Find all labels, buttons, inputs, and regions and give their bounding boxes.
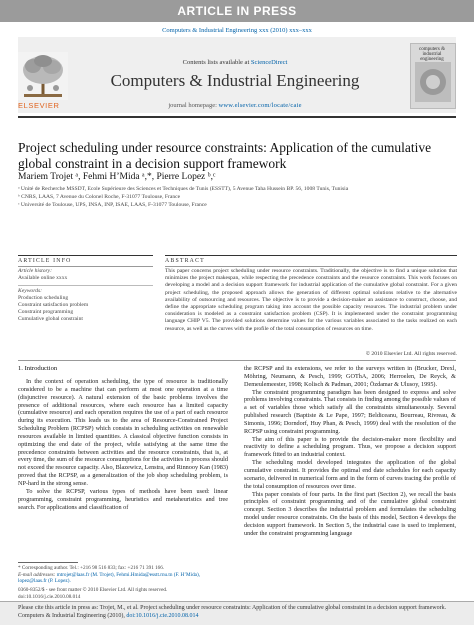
footnote-rule: [18, 562, 78, 563]
sciencedirect-link[interactable]: ScienceDirect: [250, 59, 288, 66]
keyword-item: Constraint programming: [18, 309, 74, 315]
doi-link[interactable]: doi:10.1016/j.cie.2010.08.014: [18, 593, 81, 600]
body-paragraph: This paper consists of four parts. In the first part (Section 2), we recall the basis principles of constraint programming and of the cumulative global constraint concept. Section 3 describes the industrial problem and formulates the scheduling model under resource constraints. On the basis of this model, Section 4 develops the decision support framework. In Section 5, the industrial case is used to implement, under the constraint programming language: [244, 490, 456, 537]
issn-line: 0360-8352/$ - see front matter © 2010 Elsevier Ltd. All rights reserved.: [18, 587, 168, 593]
keywords-rule: [18, 285, 153, 286]
homepage-link[interactable]: www.elsevier.com/locate/caie: [218, 102, 302, 109]
journal-title: Computers & Industrial Engineering: [110, 71, 360, 90]
body-right-column: [244, 365, 456, 538]
abstract-bottom-rule: [18, 360, 456, 361]
contents-prefix: Contents lists available at: [182, 59, 251, 66]
email-label: E-mail addresses:: [18, 571, 57, 578]
info-rule-top: [18, 255, 153, 256]
homepage-prefix: journal homepage:: [168, 102, 219, 109]
abstract-rule: [165, 266, 457, 267]
issn-block: [18, 587, 228, 600]
elsevier-tree-logo-icon: [18, 52, 68, 100]
corresponding-author-note: * Corresponding author. Tel.: +216 98 516 833; fax: +216 71 391 166.: [18, 565, 165, 571]
info-rule: [18, 266, 153, 267]
email-links[interactable]: mtrojet@laas.fr (M. Trojet), Fehmi.Hmida@esstt.rnu.tn (F. H’Mida),: [56, 571, 200, 578]
journal-reference[interactable]: Computers & Industrial Engineering xxx (2010) xxx–xxx: [162, 27, 312, 34]
section-heading-introduction: 1. Introduction: [18, 365, 58, 372]
abstract-copyright: © 2010 Elsevier Ltd. All rights reserved.: [365, 351, 457, 357]
journal-homepage: [80, 102, 390, 109]
affiliation-b: ᵇ CNRS, LAAS, 7 Avenue du Colonel Roche, F-31077 Toulouse, France: [18, 194, 181, 200]
body-left-column: [18, 378, 228, 511]
masthead-rule: [18, 116, 456, 118]
keywords-label: Keywords:: [18, 288, 43, 294]
abstract-heading: ABSTRACT: [165, 258, 205, 264]
citation-text: Please cite this article in press as: Trojet, M., et al. Project scheduling under resource constraints: Application of the cumulative global constraint in a decision support framework. Computers & Industrial Engineering (2010),: [18, 605, 447, 619]
footnotes: [18, 565, 228, 585]
article-in-press-banner: ARTICLE IN PRESS: [0, 0, 474, 22]
abstract-rule-top: [165, 255, 457, 256]
body-paragraph: The constraint programming paradigm has been designed to express and solve problems involving constraints. That consists in finding among the possible values of a set of variables those which satisfy all the constraints simultaneously. Several published research (Baptiste & Le Pape, 1997; Beldiceanu, Bourreau, Rivreau, & Simonis, 1996; Dorndorf, Huy Phan, & Pesch, 1999) deal with the resolution of the RCPSP using constraint programming.: [244, 388, 456, 435]
body-paragraph: The scheduling model developed integrates the application of the global cumulative constraint. It provides the optimal end date schedules for each capacity scenario, delivered in numerical form and in the form of curves tracing the profile of the total consumption of resources over time.: [244, 459, 456, 490]
email-links-continued[interactable]: lopez@laas.fr (P. Lopez).: [18, 578, 71, 585]
keyword-item: Cumulative global constraint: [18, 316, 83, 322]
affiliation-a: ᵃ Unité de Recherche MSSDT, Ecole Supérieure des Sciences et Techniques de Tunis (ESSTT), 5 Avenue Taha Hussein BP. 56, 1008 Tunis, Tunisia: [18, 186, 349, 192]
body-paragraph: the RCPSP and its extensions, we refer to the surveys written in (Brucker, Drexl, Möhring, Neumann, & Pesch, 1999; GOThA, 2006; Herroelen, De Reyck, & Demeulemeester, 1998; Kolisch & Padman, 2001; Özdamar & Ulusoy, 1995).: [244, 365, 456, 388]
cover-title: computers & industrial engineering: [419, 47, 445, 62]
contents-available: [80, 59, 390, 66]
keyword-item: Constraint satisfaction problem: [18, 302, 89, 308]
affiliation-c: ᶜ Université de Toulouse, UPS, INSA, INP, ISAE, LAAS, F-31077 Toulouse, France: [18, 202, 207, 208]
article-authors: Mariem Trojet ᵃ, Fehmi H’Mida ᵃ,*, Pierre Lopez ᵇ,ᶜ: [18, 172, 216, 182]
citation-doi-link[interactable]: doi:10.1016/j.cie.2010.08.014: [126, 612, 199, 619]
keyword-item: Production scheduling: [18, 295, 69, 301]
body-paragraph: The aim of this paper is to provide the decision-maker more flexibility and reactivity to define a scheduling program. Thus, we propose a decision support framework fitted to an industrial context.: [244, 435, 456, 459]
publisher-name: ELSEVIER: [18, 101, 60, 110]
history-value: Available online xxxx: [18, 275, 68, 281]
abstract-text: This paper concerns project scheduling under resource constraints. Traditionally, the objective is to find a unique solution that minimizes the project makespan, while respecting the precedence constraints and the resource constraints. This work focuses on developing a model and a decision support framework for industrial application of the cumulative global constraint. For a given project scheduling, the proposed approach allows the generation of different optimal solutions relative to the alternative availability of outsourcing and resources. The objective is to provide a decision-maker an assistance to construct, choose, and define the appropriate scheduling program taking into account the possible capacity resources. The industrial problem under consideration is modeled as a constraint satisfaction problem (CSP). It is implemented under the constraint programming language CHIP V5. The provided solutions determine values for the various variables associated to the tasks realized on each resource, as well as the curves with the profile of the total consumption of resources on time.: [165, 268, 457, 332]
body-paragraph: To solve the RCPSP, various types of methods have been used: linear programming, constraint programming, heuristics and metaheuristics and tree search. For applications and classification of: [18, 487, 228, 511]
citation-bar: [0, 601, 474, 625]
article-title: Project scheduling under resource constraints: Application of the cumulative global constraint in a decision support framework: [18, 140, 432, 171]
article-info-heading: ARTICLE INFO: [18, 258, 72, 264]
body-paragraph: In the context of operation scheduling, the type of resource is traditionally considered to be a machine that can perform at most one operation at a time (disjunctive resource). A natural extension of the basic problems involves the presence of additional resources, where each resource has a limited capacity (cumulative resource) and each operation requires the use of a part of each resource during its execution. This leads us to the area of Resource-Constrained Project Scheduling Problem (RCPSP) which consists in scheduling activities on renewable resources available in limited quantities. A classical objective function consists in optimizing the end date of the project, while satisfying at the same time the precedence constraints between activities and the resource constraints, that is, at every time, the sum of the resource consumptions for the activities in process should not exceed the resource capacity. Also, Blazewicz, Lenstra, and Rinnooy Kan (1983) proved that the RCPSP, as a generalization of the job shop scheduling problem, is NP-hard in the strong sense.: [18, 378, 228, 487]
history-label: Article history:: [18, 268, 53, 274]
